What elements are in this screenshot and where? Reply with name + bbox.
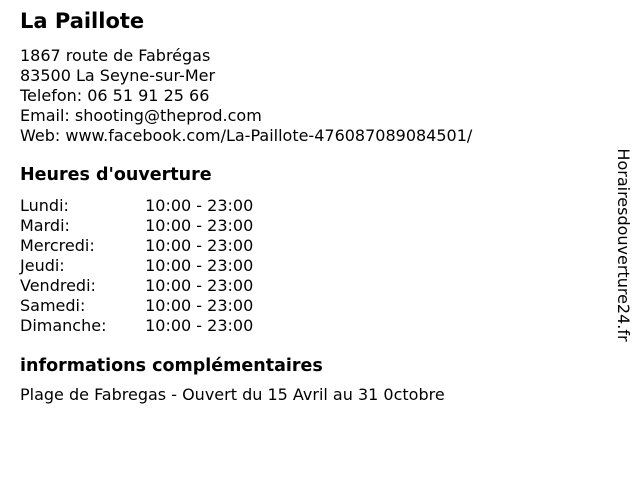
hours-row-wednesday xyxy=(20,236,580,256)
day-label: Mercredi: xyxy=(20,236,95,255)
day-hours: 10:00 - 23:00 xyxy=(145,296,254,315)
contact-block xyxy=(20,46,580,146)
page-title: La Paillote xyxy=(20,9,145,33)
day-label: Samedi: xyxy=(20,296,86,315)
opening-hours-heading: Heures d'ouverture xyxy=(20,165,212,185)
extra-info-text: Plage de Fabregas - Ouvert du 15 Avril au 31 0ctobre xyxy=(20,385,445,404)
day-label: Lundi: xyxy=(20,196,69,215)
address-line-2: 83500 La Seyne-sur-Mer xyxy=(20,66,216,85)
phone-line: Telefon: 06 51 91 25 66 xyxy=(20,86,210,105)
day-hours: 10:00 - 23:00 xyxy=(145,256,254,275)
day-label: Jeudi: xyxy=(20,256,65,275)
email-line: Email: shooting@theprod.com xyxy=(20,106,262,125)
business-listing-page xyxy=(20,8,580,405)
site-watermark: Horairesdouverture24.fr xyxy=(614,148,633,342)
hours-row-thursday xyxy=(20,256,580,276)
day-hours: 10:00 - 23:00 xyxy=(145,196,254,215)
hours-row-saturday xyxy=(20,296,580,316)
opening-hours-table xyxy=(20,196,580,336)
extra-info-heading: informations complémentaires xyxy=(20,356,323,376)
day-hours: 10:00 - 23:00 xyxy=(145,236,254,255)
day-hours: 10:00 - 23:00 xyxy=(145,316,254,335)
hours-row-sunday xyxy=(20,316,580,336)
day-label: Vendredi: xyxy=(20,276,96,295)
hours-row-friday xyxy=(20,276,580,296)
hours-row-monday xyxy=(20,196,580,216)
day-label: Dimanche: xyxy=(20,316,107,335)
web-line: Web: www.facebook.com/La-Paillote-476087089084501/ xyxy=(20,126,473,145)
day-hours: 10:00 - 23:00 xyxy=(145,276,254,295)
address-line-1: 1867 route de Fabrégas xyxy=(20,46,211,65)
day-hours: 10:00 - 23:00 xyxy=(145,216,254,235)
day-label: Mardi: xyxy=(20,216,70,235)
hours-row-tuesday xyxy=(20,216,580,236)
